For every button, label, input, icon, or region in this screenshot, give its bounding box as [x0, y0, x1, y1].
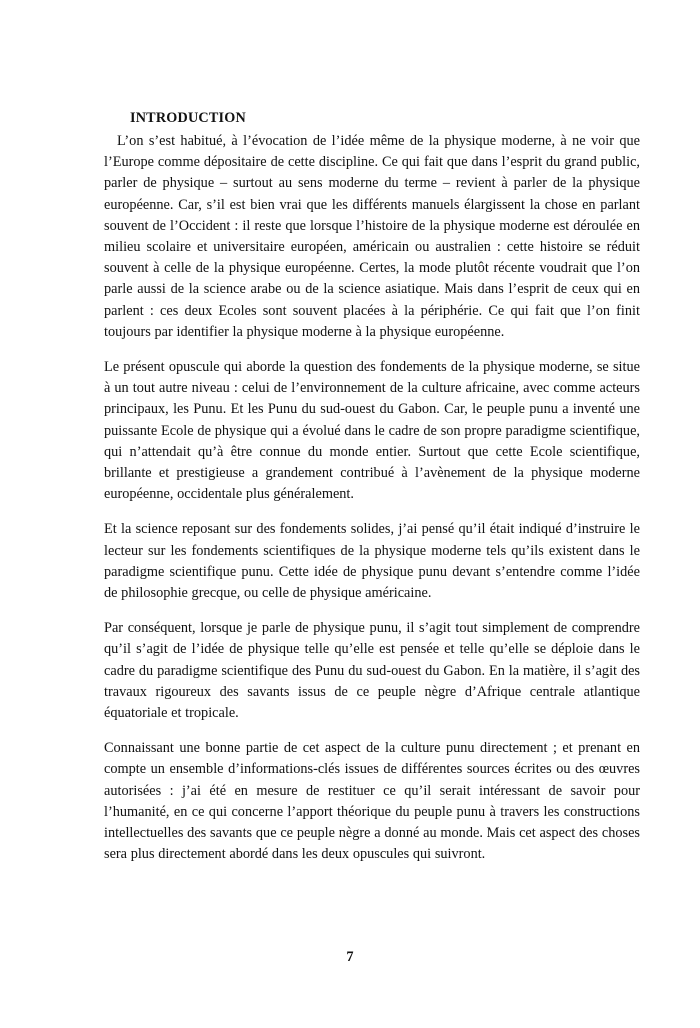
- page-title: INTRODUCTION: [130, 110, 246, 126]
- body-paragraph-4: Par conséquent, lorsque je parle de physique punu, il s’agit tout simplement de comprendre qu’il s’agit de l’idée de physique telle qu’elle est pensée et telle qu’elle se déploie dans le cadre du paradigme scientifique des Punu du sud-ouest du Gabon. En la matière, il s’agit des travaux rigoureux des savants issus de ce peuple nègre d’Afrique centrale atlantique équatoriale et tropicale.: [104, 620, 640, 722]
- page-number: 7: [346, 949, 354, 965]
- body-paragraph-2: Le présent opuscule qui aborde la question des fondements de la physique moderne, se situe à un tout autre niveau : celui de l’environnement de la culture africaine, avec comme acteurs principaux, les Punu. Et les Punu du sud-ouest du Gabon. Car, le peuple punu a inventé une puissante Ecole de physique qui a évolué dans le cadre de son propre paradigme scientifique, qui n’attendait qu’à être connue du monde entier. Surtout que cette Ecole scientifique, brillante et prestigieuse a grandement contribué à l’avènement de la physique moderne européenne, occidentale plus généralement.: [104, 359, 640, 503]
- page-body: [104, 108, 640, 866]
- body-paragraph-3: Et la science reposant sur des fondements solides, j’ai pensé qu’il était indiqué d’instruire le lecteur sur les fondements scientifiques de la physique moderne tels qu’ils existent dans le paradigme scientifique punu. Cette idée de physique punu devant s’entendre comme l’idée de philosophie grecque, ou celle de physique américaine.: [104, 521, 640, 602]
- body-paragraph-1: L’on s’est habitué, à l’évocation de l’idée même de la physique moderne, à ne voir que l’Europe comme dépositaire de cette discipline. Ce qui fait que dans l’esprit du grand public, parler de physique – surtout au sens moderne du terme – revient à parler de la physique européenne. Car, s’il est bien vrai que les différents manuels élargissent la chose en parlant souvent de l’Occident : il reste que lorsque l’histoire de la physique moderne est déroulée en milieu scolaire et universitaire européen, américain ou australien : cette histoire se réduit souvent à celle de la physique européenne. Certes, la mode plutôt récente voudrait que l’on parle aussi de la science arabe ou de la science asiatique. Mais dans l’esprit de ceux qui en parlent : ces deux Ecoles sont souvent placées à la périphérie. Ce qui fait que l’on finit toujours par identifier la physique moderne à la physique européenne.: [104, 133, 640, 340]
- body-paragraph-5: Connaissant une bonne partie de cet aspect de la culture punu directement ; et prenant en compte un ensemble d’informations-clés issues de différentes sources écrites ou des œuvres autorisées : j’ai été en mesure de restituer ce qu’il serait intéressant de savoir pour l’humanité, en ce qui concerne l’apport théorique du peuple punu à travers les constructions intellectuelles des savants que ce peuple nègre a donné au monde. Mais cet aspect des choses sera plus directement abordé dans les deux opuscules qui suivront.: [104, 740, 640, 863]
